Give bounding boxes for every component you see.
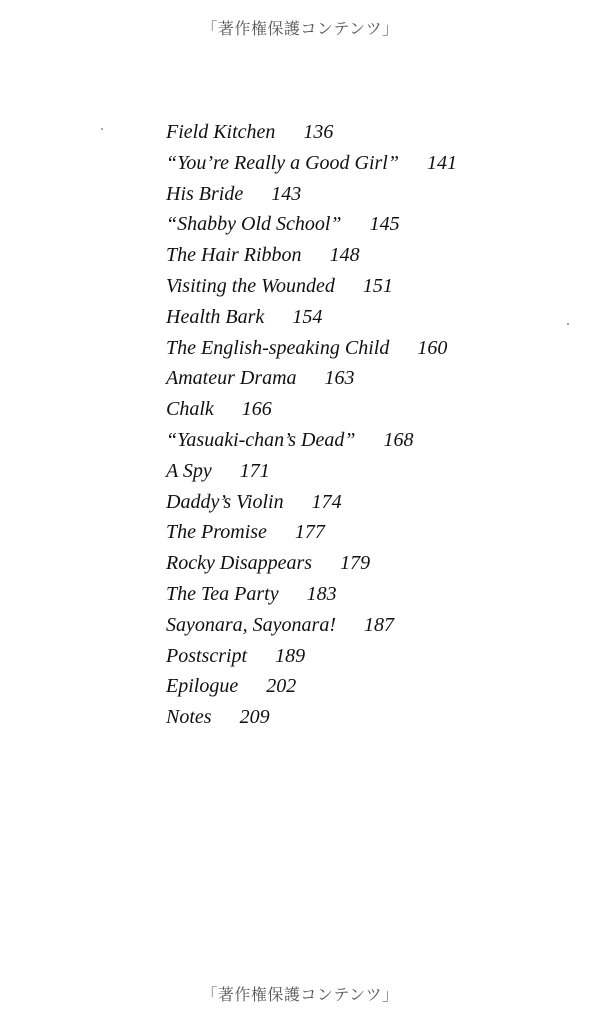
- toc-entry-title: Epilogue: [166, 675, 239, 698]
- toc-entry-page: 145: [369, 213, 400, 236]
- toc-entry: [166, 610, 457, 641]
- table-of-contents: [166, 117, 457, 733]
- toc-entry-title: “You’re Really a Good Girl”: [166, 151, 399, 174]
- toc-entry: [166, 302, 457, 333]
- toc-entry-page: 160: [417, 336, 448, 359]
- toc-entry-page: 189: [275, 644, 306, 667]
- toc-entry: [166, 271, 457, 302]
- toc-entry: [166, 548, 457, 579]
- toc-entry-title: Daddy’s Violin: [166, 490, 284, 513]
- toc-entry-title: Chalk: [166, 398, 214, 421]
- toc-entry: [166, 209, 457, 240]
- copyright-watermark-top: 「著作権保護コンテンツ」: [201, 19, 399, 38]
- toc-entry-title: Sayonara, Sayonara!: [166, 613, 336, 636]
- toc-entry-page: 154: [292, 305, 323, 328]
- toc-entry-title: Postscript: [166, 644, 248, 667]
- toc-entry-page: 151: [362, 274, 393, 297]
- toc-entry: [166, 425, 457, 456]
- toc-entry: [166, 517, 457, 548]
- toc-entry-page: 171: [239, 459, 270, 482]
- toc-entry-title: Rocky Disappears: [166, 552, 313, 575]
- toc-entry: [166, 579, 457, 610]
- toc-entry-title: Field Kitchen: [166, 121, 276, 143]
- toc-entry-page: 141: [426, 151, 457, 174]
- toc-entry-title: The English-speaking Child: [166, 336, 390, 359]
- toc-entry: [166, 148, 457, 179]
- toc-entry: [166, 363, 457, 394]
- toc-entry-page: 179: [340, 552, 371, 575]
- toc-entry: [166, 240, 457, 271]
- toc-entry: [166, 456, 457, 487]
- toc-entry: [166, 641, 457, 672]
- toc-entry-title: The Promise: [166, 521, 267, 544]
- toc-entry: [166, 333, 457, 364]
- toc-entry: [166, 394, 457, 425]
- toc-entry-title: “Yasuaki-chan’s Dead”: [166, 428, 356, 451]
- toc-entry-title: Amateur Drama: [166, 367, 297, 390]
- toc-entry: [166, 671, 457, 702]
- toc-entry-page: 174: [311, 490, 342, 513]
- toc-entry-title: The Hair Ribbon: [166, 244, 302, 267]
- toc-entry-page: 148: [329, 244, 360, 267]
- toc-entry-page: 143: [271, 182, 302, 205]
- copyright-watermark-bottom: 「著作権保護コンテンツ」: [201, 985, 399, 1004]
- toc-entry-page: 177: [294, 521, 325, 544]
- toc-entry-page: 136: [303, 121, 334, 143]
- toc-entry-page: 163: [324, 367, 355, 390]
- toc-entry-title: A Spy: [166, 459, 212, 482]
- toc-entry-title: Notes: [166, 706, 212, 729]
- toc-entry-page: 209: [239, 706, 270, 729]
- toc-entry-page: 202: [266, 675, 297, 698]
- toc-entry-page: 166: [241, 398, 272, 421]
- toc-entry-page: 183: [306, 582, 337, 605]
- toc-entry: [166, 702, 457, 733]
- scan-speck: [567, 323, 569, 325]
- toc-entry-page: 168: [383, 428, 414, 451]
- toc-entry-title: Visiting the Wounded: [166, 274, 335, 297]
- toc-entry: [166, 179, 457, 210]
- toc-entry-title: His Bride: [166, 182, 244, 205]
- toc-entry-title: The Tea Party: [166, 582, 279, 605]
- toc-entry: [166, 487, 457, 518]
- toc-entry: [166, 117, 457, 148]
- scan-speck: [101, 128, 103, 130]
- toc-entry-page: 187: [363, 613, 394, 636]
- toc-entry-title: “Shabby Old School”: [166, 213, 342, 236]
- toc-entry-title: Health Bark: [166, 305, 265, 328]
